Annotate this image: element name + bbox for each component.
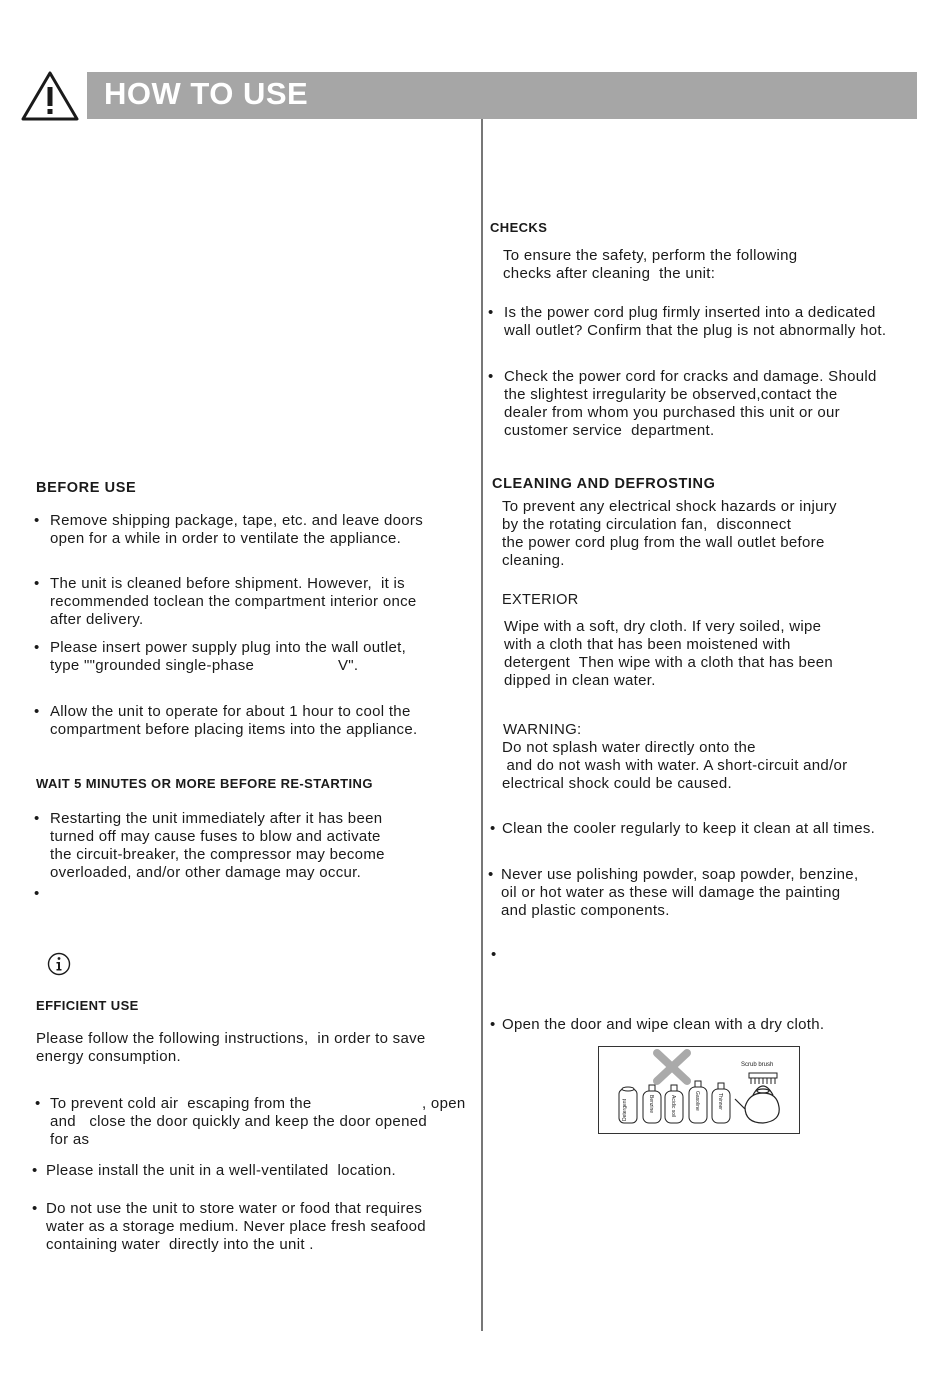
before-use-item-2: The unit is cleaned before shipment. However, it is recommended toclean the compartment interior once after delivery. <box>50 575 417 628</box>
bottle-label-acidic-soil: Acidic soil <box>670 1095 676 1118</box>
bullet-dot: • <box>34 512 40 529</box>
checks-item-2: Check the power cord for cracks and damage. Should the slightest irregularity be observed,contact the dealer from whom you purchased this unit or our customer service department. <box>504 368 877 439</box>
bullet-dot: • <box>490 820 496 837</box>
bottle-label-gasoline: Gasoline <box>694 1091 700 1111</box>
efficient-use-heading: EFFICIENT USE <box>36 998 139 1013</box>
bottle-label-thinner: Thinner <box>717 1093 723 1110</box>
before-use-heading: BEFORE USE <box>36 480 137 496</box>
warning-triangle-icon <box>20 70 80 122</box>
checks-item-1: Is the power cord plug firmly inserted into a dedicated wall outlet? Confirm that the plug is not abnormally hot. <box>504 304 887 339</box>
cleaning-heading: CLEANING AND DEFROSTING <box>492 476 716 492</box>
before-use-item-3: Please insert power supply plug into the wall outlet, type ""grounded single-phase V". <box>50 639 407 674</box>
bullet-dot: • <box>490 1016 496 1033</box>
checks-heading: CHECKS <box>490 220 548 235</box>
bullet-dot: • <box>34 639 40 656</box>
efficient-use-item-1: To prevent cold air escaping from the , open and close the door quickly and keep the door opened for as <box>50 1095 466 1148</box>
exterior-heading: EXTERIOR <box>502 592 579 608</box>
bullet-dot: • <box>488 368 494 385</box>
scrub-brush-label: Scrub brush <box>741 1062 774 1068</box>
warning-label: WARNING: <box>503 721 582 738</box>
cleaning-item-2: Never use polishing powder, soap powder, benzine, oil or hot water as these will damage the painting and plastic components. <box>501 866 859 919</box>
bottle-label-detergent: Detergent <box>622 1099 628 1121</box>
bullet-dot: • <box>35 1095 41 1112</box>
before-use-item-1: Remove shipping package, tape, etc. and leave doors open for a while in order to ventilate the appliance. <box>50 512 424 547</box>
empty-bullet: • <box>491 946 497 963</box>
bullet-dot: • <box>32 1200 38 1217</box>
empty-bullet: • <box>34 885 40 902</box>
bullet-dot: • <box>34 810 40 827</box>
prohibited-cross-icon <box>657 1053 687 1081</box>
bullet-dot: • <box>34 575 40 592</box>
bullet-dot: • <box>488 866 494 883</box>
bullet-dot: • <box>488 304 494 321</box>
cleaning-item-1: Clean the cooler regularly to keep it clean at all times. <box>502 820 876 837</box>
cleaning-last-item: Open the door and wipe clean with a dry cloth. <box>502 1016 825 1033</box>
efficient-use-item-2: Please install the unit in a well-ventilated location. <box>46 1162 397 1179</box>
exterior-text: Wipe with a soft, dry cloth. If very soiled, wipe with a cloth that has been moistened with detergent Then wipe with a cloth that has been dipped in clean water. <box>504 618 834 689</box>
checks-intro: To ensure the safety, perform the following checks after cleaning the unit: <box>503 247 798 282</box>
bottle-label-benzine: Benzine <box>648 1095 654 1114</box>
cleaning-intro: To prevent any electrical shock hazards or injury by the rotating circulation fan, disconnect the power cord plug from the wall outlet before cleaning. <box>502 498 837 569</box>
page-title: HOW TO USE <box>104 76 309 111</box>
warning-text: Do not splash water directly onto the and do not wash with water. A short-circuit and/or electrical shock could be caused. <box>502 739 848 792</box>
wait-heading: WAIT 5 MINUTES OR MORE BEFORE RE-STARTING <box>36 776 373 791</box>
column-divider <box>481 119 483 1331</box>
bullet-dot: • <box>34 703 40 720</box>
info-icon <box>47 952 71 976</box>
efficient-use-item-3: Do not use the unit to store water or food that requires water as a storage medium. Never place fresh seafood containing water directly into the unit . <box>46 1200 426 1253</box>
efficient-use-intro: Please follow the following instructions, in order to save energy consumption. <box>36 1030 426 1065</box>
wait-item-1: Restarting the unit immediately after it has been turned off may cause fuses to blow and activate the circuit-breaker, the compressor may become overloaded, and/or other damage may occur. <box>50 810 385 881</box>
bullet-dot: • <box>32 1162 38 1179</box>
before-use-item-4: Allow the unit to operate for about 1 hour to cool the compartment before placing items into the appliance. <box>50 703 418 738</box>
cleaning-products-illustration <box>598 1046 800 1134</box>
